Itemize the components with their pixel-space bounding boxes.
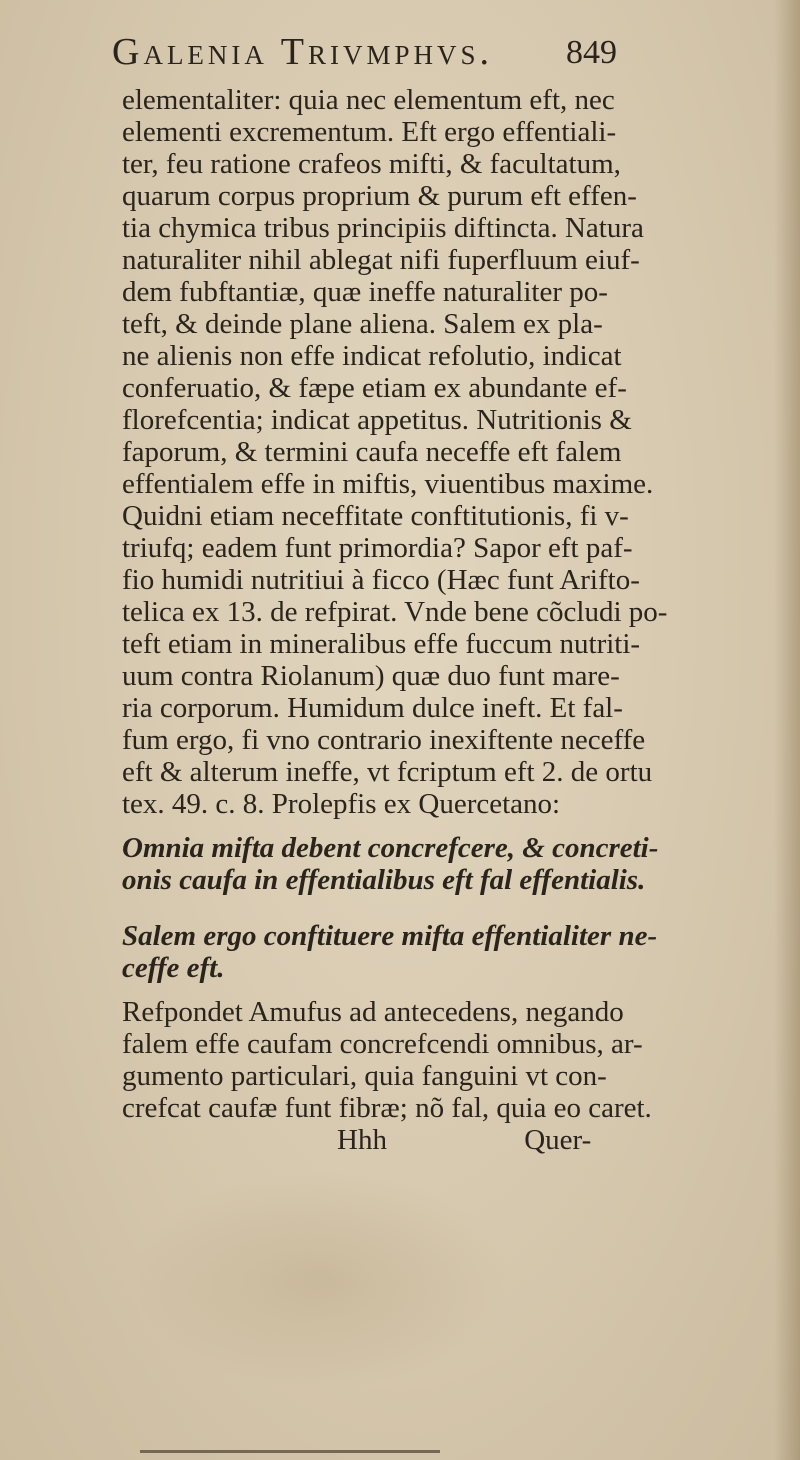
text-line: florefcentia; indicat appetitus. Nutritionis & [122,404,632,436]
response-line: falem effe caufam concrefcendi omnibus, ar- [122,1028,643,1060]
paper-stain [130,1170,510,1390]
text-line: quarum corpus proprium & purum eft effen- [122,180,637,212]
quote-line: ceffe eft. [122,952,225,984]
text-line: triufq; eadem funt primordia? Sapor eft paf- [122,532,633,564]
text-line: teft, & deinde plane aliena. Salem ex pla- [122,308,603,340]
text-line: ter, feu ratione crafeos mifti, & facultatum, [122,148,621,180]
page-header [112,30,672,80]
page-edge-shadow [774,0,800,1460]
response-line: crefcat caufæ funt fibræ; nõ fal, quia eo caret. [122,1092,652,1124]
text-line: naturaliter nihil ablegat nifi fuperfluum eiuf- [122,244,640,276]
text-line: elementaliter: quia nec elementum eft, nec [122,84,615,116]
text-line: conferuatio, & fæpe etiam ex abundante ef- [122,372,627,404]
text-line: telica ex 13. de refpirat. Vnde bene cõcludi po- [122,596,668,628]
text-line: faporum, & termini caufa neceffe eft falem [122,436,622,468]
running-head: Galenia Trivmphvs. [112,31,493,73]
text-line: dem fubftantiæ, quæ ineffe naturaliter po- [122,276,608,308]
text-line: Quidni etiam neceffitate conftitutionis, fi v- [122,500,629,532]
text-line: uum contra Riolanum) quæ duo funt mare- [122,660,620,692]
quote-line: Omnia mifta debent concrefcere, & concreti- [122,832,659,864]
quote-line: Salem ergo conftituere mifta effentialiter ne- [122,920,658,952]
text-line: elementi excrementum. Eft ergo effentiali- [122,116,617,148]
text-line: fum ergo, fi vno contrario inexiftente neceffe [122,724,646,756]
page-number: 849 [566,34,617,71]
response-line: gumento particulari, quia fanguini vt con- [122,1060,607,1092]
body-text [122,84,712,1156]
text-line: effentialem effe in miftis, viuentibus maxime. [122,468,654,500]
signature-mark: Hhh [337,1124,387,1156]
catchword: Quer- [524,1124,592,1156]
response-line: Refpondet Amufus ad antecedens, negando [122,996,624,1028]
text-line: fio humidi nutritiui à ficco (Hæc funt Arifto- [122,564,640,596]
text-line: tia chymica tribus principiis diftincta. Natura [122,212,644,244]
text-line: eft & alterum ineffe, vt fcriptum eft 2. de ortu [122,756,653,788]
text-line: ne alienis non effe indicat refolutio, indicat [122,340,622,372]
text-line: teft etiam in mineralibus effe fuccum nutriti- [122,628,641,660]
quote-line: onis caufa in effentialibus eft fal effentialis. [122,864,646,896]
bottom-rule [140,1450,440,1453]
text-line: ria corporum. Humidum dulce ineft. Et fal- [122,692,623,724]
text-line: tex. 49. c. 8. Prolepfis ex Quercetano: [122,788,561,820]
page-footer [122,1124,712,1156]
